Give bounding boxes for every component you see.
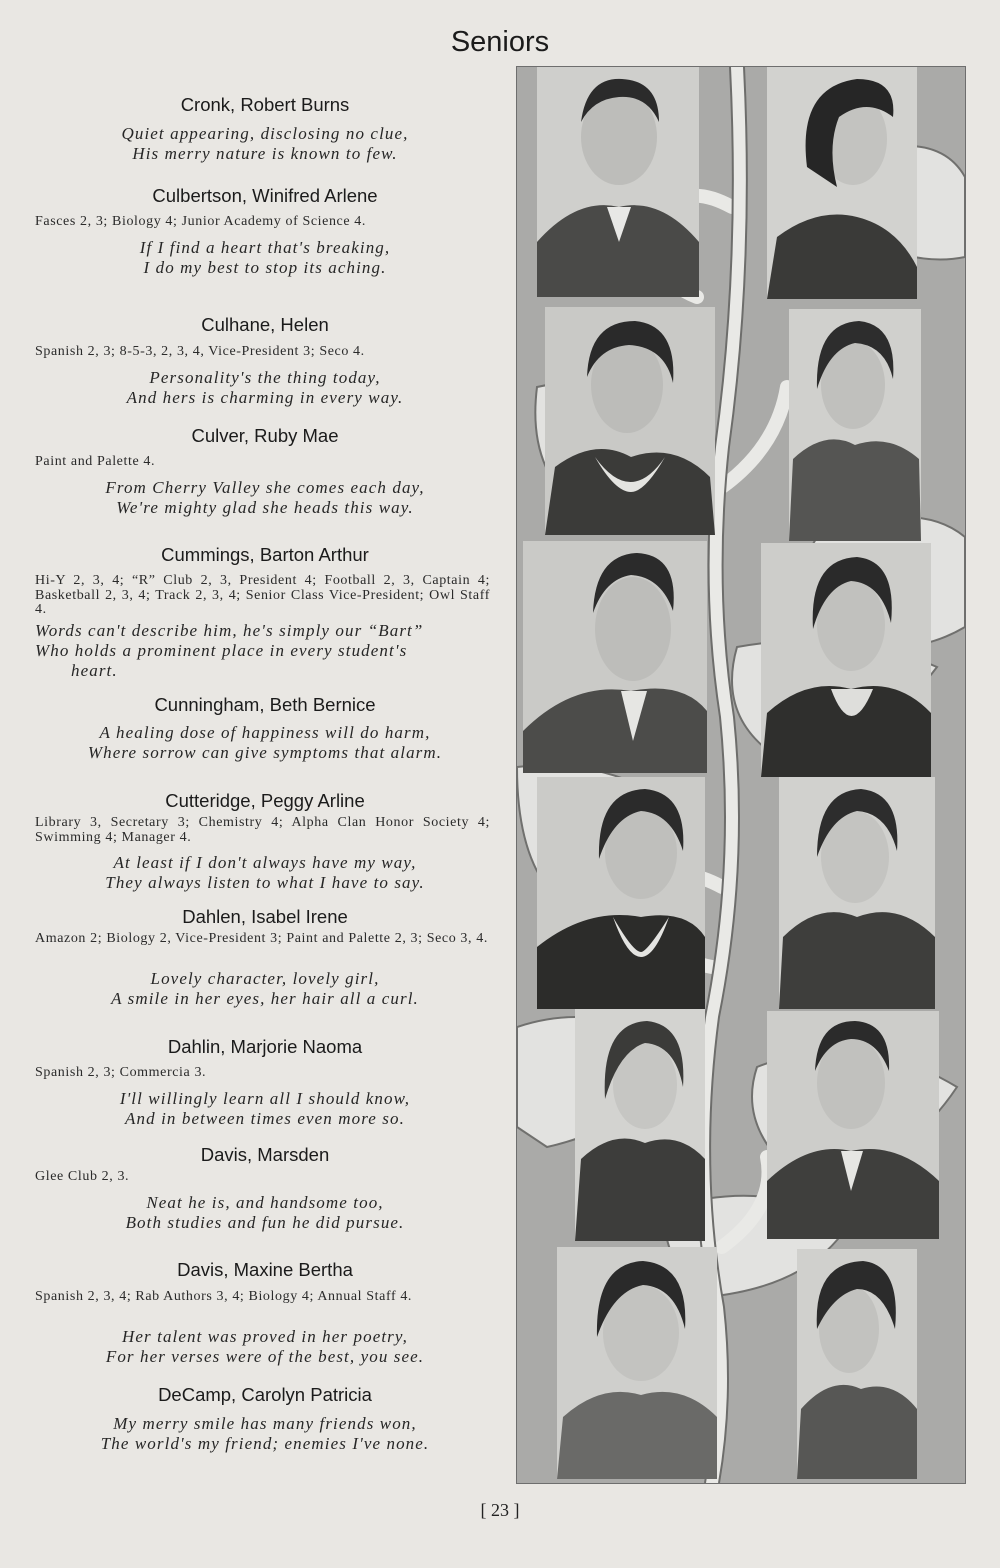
senior-verse [30, 368, 500, 408]
verse-line: From Cherry Valley she comes each day, [105, 478, 425, 497]
senior-verse [35, 621, 490, 681]
portrait-photo [545, 307, 715, 535]
verse-line: Words can't describe him, he's simply our “Bart” [35, 621, 424, 640]
portrait-panel [516, 66, 966, 1484]
verse-line: And in between times even more so. [125, 1109, 405, 1128]
portrait-photo [523, 541, 707, 773]
portrait-photo [797, 1249, 917, 1479]
senior-verse [30, 1193, 500, 1233]
senior-entries-column [0, 0, 520, 1500]
verse-line: And hers is charming in every way. [126, 388, 404, 407]
verse-line: Her talent was proved in her poetry, [122, 1327, 408, 1346]
senior-verse [30, 1327, 500, 1367]
senior-verse [30, 478, 500, 518]
portrait-photo [767, 1011, 939, 1239]
verse-line: Quiet appearing, disclosing no clue, [121, 124, 409, 143]
portrait-photo [761, 543, 931, 777]
senior-verse [30, 723, 500, 763]
page-number: [ 23 ] [480, 1500, 520, 1520]
verse-line: Who holds a prominent place in every student's [35, 641, 408, 660]
portrait-photo [557, 1247, 717, 1479]
portrait-photo [537, 67, 699, 297]
senior-activities: Paint and Palette 4. [35, 454, 156, 469]
verse-line: His merry nature is known to few. [132, 144, 398, 163]
senior-activities: Spanish 2, 3; Commercia 3. [35, 1065, 207, 1080]
senior-activities: Fasces 2, 3; Biology 4; Junior Academy of Science 4. [35, 214, 366, 229]
verse-line: Personality's the thing today, [149, 368, 381, 387]
verse-line: Both studies and fun he did pursue. [125, 1213, 405, 1232]
page-title: Seniors [450, 26, 550, 58]
portrait-photo [767, 67, 917, 299]
senior-name: DeCamp, Carolyn Patricia [158, 1384, 372, 1405]
senior-name: Culbertson, Winifred Arlene [152, 185, 378, 206]
verse-line: The world's my friend; enemies I've none. [100, 1434, 430, 1453]
senior-verse [30, 969, 500, 1009]
verse-line: For her verses were of the best, you see. [105, 1347, 425, 1366]
senior-name: Dahlin, Marjorie Naoma [167, 1036, 363, 1057]
senior-name: Culver, Ruby Mae [191, 425, 339, 446]
senior-activities: Hi-Y 2, 3, 4; “R” Club 2, 3, President 4; Football 2, 3, Captain 4; Basketball 2, 3, 4; Track 2, 3, 4; Senior Class Vice-President; Owl Staff 4. [35, 573, 490, 617]
senior-name: Cronk, Robert Burns [180, 94, 350, 115]
verse-line: A healing dose of happiness will do harm, [99, 723, 431, 742]
senior-verse [30, 124, 500, 164]
senior-verse [30, 853, 500, 893]
senior-name: Cutteridge, Peggy Arline [165, 790, 365, 811]
senior-verse [30, 238, 500, 278]
portrait-photo [537, 777, 705, 1009]
verse-line: Where sorrow can give symptoms that alarm. [87, 743, 443, 762]
verse-line: At least if I don't always have my way, [113, 853, 417, 872]
verse-line: My merry smile has many friends won, [113, 1414, 417, 1433]
senior-name: Cunningham, Beth Bernice [154, 694, 376, 715]
senior-activities: Amazon 2; Biology 2, Vice-President 3; Paint and Palette 2, 3; Seco 3, 4. [35, 931, 488, 946]
verse-line: heart. [71, 661, 118, 680]
senior-name: Davis, Maxine Bertha [177, 1259, 353, 1280]
senior-activities: Glee Club 2, 3. [35, 1169, 130, 1184]
verse-line: Neat he is, and handsome too, [146, 1193, 384, 1212]
verse-line: Lovely character, lovely girl, [150, 969, 380, 988]
senior-activities: Spanish 2, 3, 4; Rab Authors 3, 4; Biology 4; Annual Staff 4. [35, 1289, 413, 1304]
senior-verse [30, 1089, 500, 1129]
senior-verse [30, 1414, 500, 1454]
verse-line: I do my best to stop its aching. [143, 258, 387, 277]
verse-line: If I find a heart that's breaking, [139, 238, 391, 257]
senior-name: Culhane, Helen [201, 314, 329, 335]
senior-activities: Spanish 2, 3; 8-5-3, 2, 3, 4, Vice-President 3; Seco 4. [35, 344, 365, 359]
verse-line: I'll willingly learn all I should know, [119, 1089, 411, 1108]
senior-activities: Library 3, Secretary 3; Chemistry 4; Alpha Clan Honor Society 4; Swimming 4; Manager 4. [35, 815, 490, 845]
senior-name: Dahlen, Isabel Irene [182, 906, 348, 927]
portrait-photo [575, 1009, 705, 1241]
senior-name: Davis, Marsden [200, 1144, 330, 1165]
portrait-photo [779, 777, 935, 1009]
verse-line: We're mighty glad she heads this way. [116, 498, 414, 517]
portrait-photo [789, 309, 921, 541]
verse-line: They always listen to what I have to say. [105, 873, 425, 892]
senior-name: Cummings, Barton Arthur [161, 544, 369, 565]
verse-line: A smile in her eyes, her hair all a curl. [111, 989, 419, 1008]
